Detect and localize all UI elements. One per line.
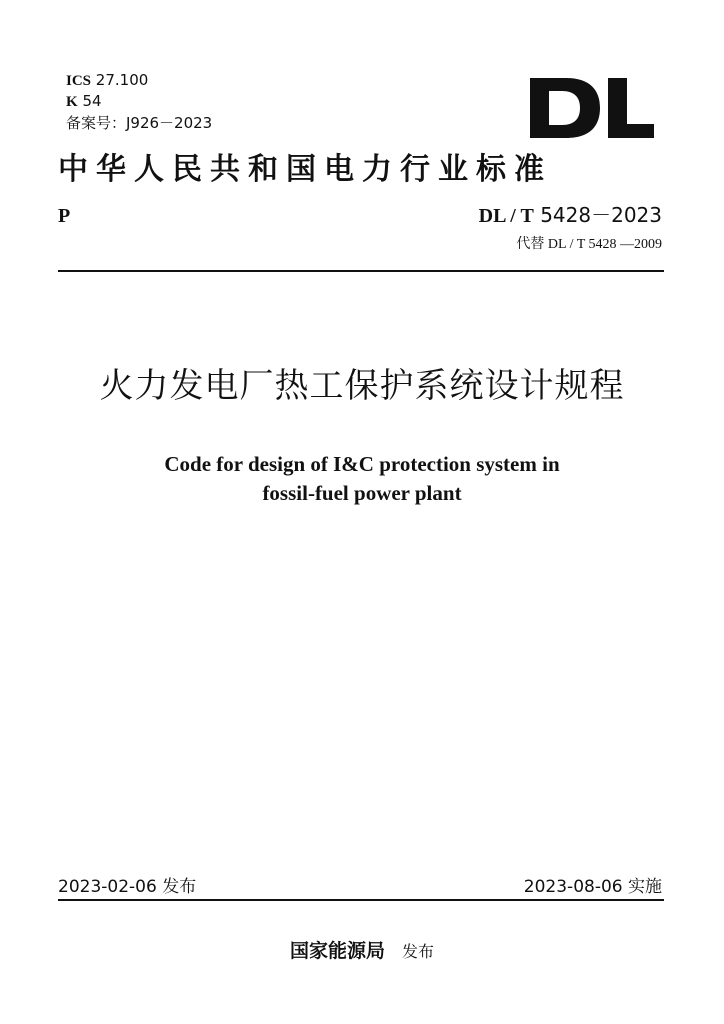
english-title-line-1: Code for design of I&C protection system in [164,452,560,476]
ics-code [66,71,148,90]
issuer-action: 发布 [402,942,435,961]
issuer [0,938,724,965]
replaces-note: 代替 DL / T 5428 —2009 [516,237,662,252]
standard-code: DL / T [478,205,534,227]
standard-number [479,202,662,229]
bottom-divider [58,899,664,901]
classification-label: K [66,94,78,110]
classification-code [66,92,102,111]
standard-number-value: 5428－2023 [540,203,662,227]
ics-label: ICS [66,73,92,89]
implementation-date: 2023-08-06 实施 [523,877,662,897]
top-divider [58,270,664,272]
chinese-title: 火力发电厂热工保护系统设计规程 [99,366,625,406]
classification-value: 54 [82,92,102,110]
record-number: 备案号：J926－2023 [66,114,213,132]
dl-logo [530,78,654,138]
ics-value: 27.100 [95,71,149,89]
english-title-line-2: fossil-fuel power plant [262,481,462,505]
standard-type-title: 中华人民共和国电力行业标准 [58,152,552,187]
english-title [0,450,724,508]
standard-category: P [58,205,71,227]
issuer-organization: 国家能源局 [289,940,385,962]
issue-date: 2023-02-06 发布 [58,877,197,897]
